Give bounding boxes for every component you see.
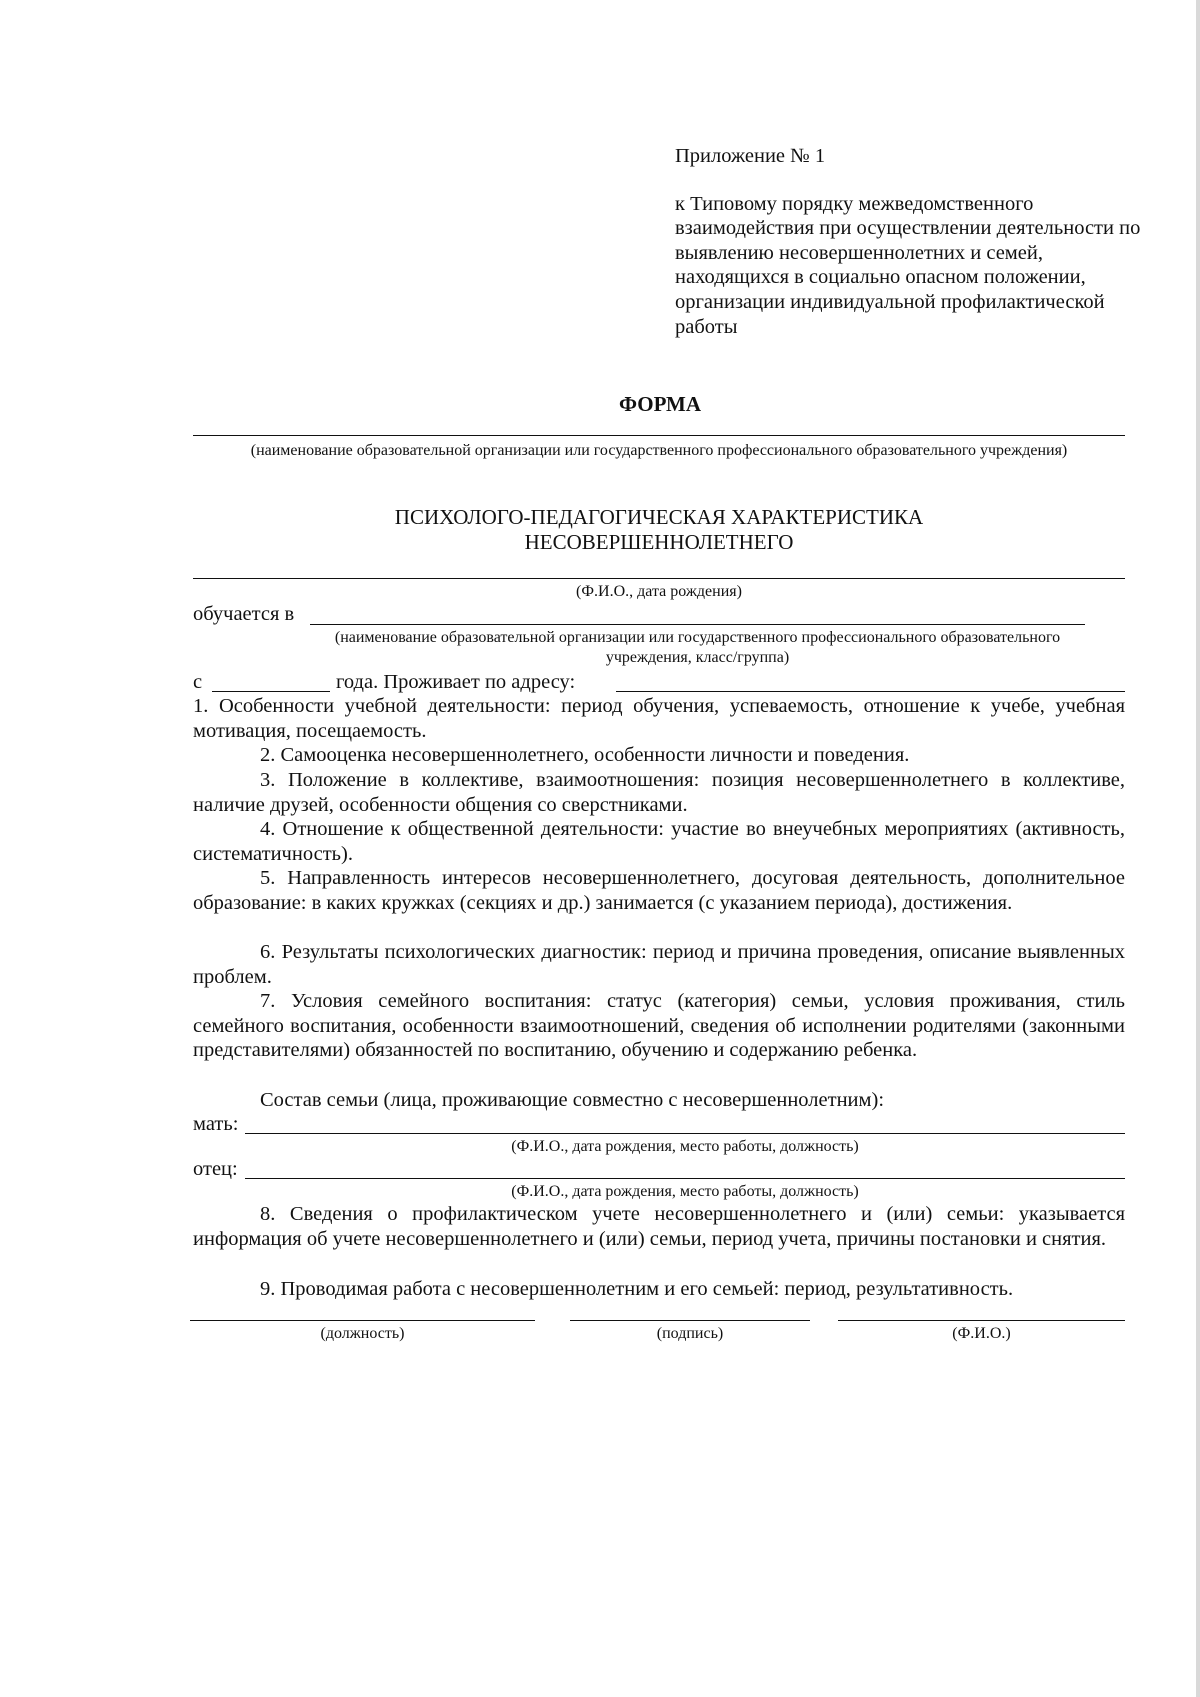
- since-line: [212, 691, 330, 692]
- sign-note: (подпись): [656, 1325, 724, 1342]
- studies-label: обучается в: [193, 603, 295, 625]
- address-label: года. Проживает по адресу:: [336, 671, 576, 693]
- since-label: с: [193, 671, 203, 693]
- address-line: [616, 691, 1125, 692]
- form-label: ФОРМА: [618, 392, 702, 416]
- item-2: 2. Самооценка несовершеннолетнего, особенности личности и поведения.: [260, 744, 910, 766]
- annex-block: [675, 144, 1145, 339]
- item-8: 8. Сведения о профилактическом учете несовершеннолетнего и (или) семьи: указывается информация об учете несовершеннолетнего и (или) семьи, период учета, причины постановки и снятия.: [193, 1203, 1125, 1250]
- fio-note: (Ф.И.О., дата рождения): [576, 583, 742, 600]
- title-line-1: ПСИХОЛОГО-ПЕДАГОГИЧЕСКАЯ ХАРАКТЕРИСТИКА: [394, 505, 924, 529]
- name-note: (Ф.И.О.): [952, 1325, 1011, 1342]
- name-line: [838, 1320, 1125, 1321]
- sign-line: [570, 1320, 810, 1321]
- mother-note: (Ф.И.О., дата рождения, место работы, должность): [511, 1138, 859, 1155]
- father-note: (Ф.И.О., дата рождения, место работы, должность): [511, 1183, 859, 1200]
- item-6: 6. Результаты психологических диагностик: период и причина проведения, описание выявленных проблем.: [193, 941, 1125, 988]
- document-title: [193, 505, 1125, 555]
- annex-number: Приложение № 1: [675, 145, 826, 167]
- item-3: 3. Положение в коллективе, взаимоотношения: позиция несовершеннолетнего в коллективе, наличие друзей, особенности общения со сверстниками.: [193, 769, 1125, 816]
- fio-line: [193, 578, 1125, 579]
- father-line: [245, 1178, 1125, 1179]
- position-line: [190, 1320, 535, 1321]
- title-line-2: НЕСОВЕРШЕННОЛЕТНЕГО: [524, 530, 794, 554]
- item-4: 4. Отношение к общественной деятельности: участие во внеучебных мероприятиях (активность, систематичность).: [193, 818, 1125, 865]
- mother-line: [245, 1133, 1125, 1134]
- studies-line: [310, 624, 1085, 625]
- item-5: 5. Направленность интересов несовершеннолетнего, досуговая деятельность, дополнительное образование: в каких кружках (секциях и др.) занимается (с указанием периода), достижения.: [193, 867, 1125, 914]
- item-7: 7. Условия семейного воспитания: статус (категория) семьи, условия проживания, стиль семейного воспитания, особенности взаимоотношений, сведения об исполнении родителями (законными представителями) обязанностей по воспитанию, обучению и содержанию ребенка.: [193, 990, 1125, 1062]
- father-label: отец:: [193, 1158, 238, 1180]
- studies-note: (наименование образовательной организации или государственного профессионального образовательного учреждения, класс/группа): [334, 629, 1061, 666]
- annex-body: к Типовому порядку межведомственного взаимодействия при осуществлении деятельности по выявлению несовершеннолетних и семей, находящихся в социально опасном положении, организации индивидуальной профилактической работы: [675, 192, 1141, 338]
- family-intro: Состав семьи (лица, проживающие совместно с несовершеннолетним):: [260, 1089, 885, 1111]
- org-line: [193, 435, 1125, 436]
- org-note: (наименование образовательной организации или государственного профессионального образовательного учреждения): [250, 442, 1068, 459]
- item-9: 9. Проводимая работа с несовершеннолетним и его семьей: период, результативность.: [260, 1278, 1014, 1300]
- item-1: 1. Особенности учебной деятельности: период обучения, успеваемость, отношение к учебе, учебная мотивация, посещаемость.: [193, 695, 1125, 742]
- position-note: (должность): [320, 1325, 405, 1342]
- mother-label: мать:: [193, 1113, 239, 1135]
